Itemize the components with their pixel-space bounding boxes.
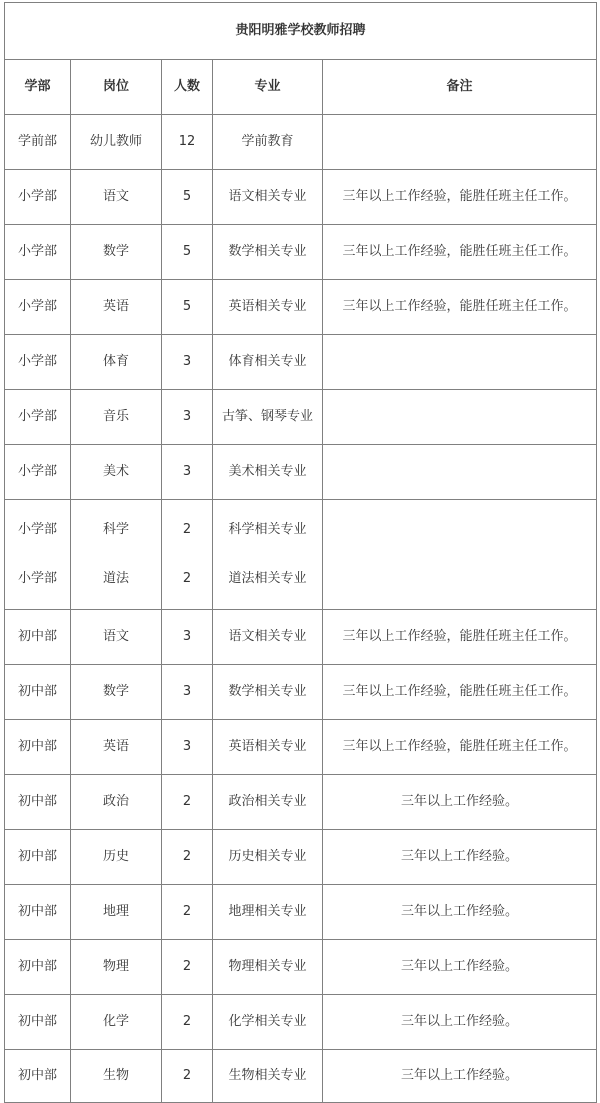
cell-major: 体育相关专业 <box>213 335 323 390</box>
cell-position: 幼儿教师 <box>71 115 162 170</box>
cell-dept: 小学部 <box>5 445 71 500</box>
cell-note: 三年以上工作经验，能胜任班主任工作。 <box>323 665 597 720</box>
cell-position: 数学 <box>71 225 162 280</box>
cell-position: 科学 <box>102 522 129 537</box>
cell-major: 数学相关专业 <box>213 225 323 280</box>
cell-dept: 初中部 <box>5 995 71 1050</box>
table-row <box>5 610 597 665</box>
table-row <box>5 830 597 885</box>
cell-major: 生物相关专业 <box>213 1050 323 1103</box>
cell-major: 物理相关专业 <box>213 940 323 995</box>
cell-note <box>323 335 597 390</box>
cell-position: 语文 <box>71 610 162 665</box>
cell-note: 三年以上工作经验。 <box>323 1050 597 1103</box>
cell-count: 3 <box>162 445 213 500</box>
cell-major: 古筝、钢琴专业 <box>213 390 323 445</box>
table-row <box>5 1050 597 1103</box>
cell-position: 地理 <box>71 885 162 940</box>
cell-dept: 小学部 <box>5 335 71 390</box>
cell-position: 语文 <box>71 170 162 225</box>
table-row <box>5 225 597 280</box>
cell-count: 12 <box>162 115 213 170</box>
cell-count: 2 <box>162 775 213 830</box>
cell-note: 三年以上工作经验。 <box>323 940 597 995</box>
cell-count: 3 <box>162 720 213 775</box>
cell-count: 2 <box>162 995 213 1050</box>
table-row <box>5 665 597 720</box>
title-row <box>5 3 597 60</box>
cell-position: 音乐 <box>71 390 162 445</box>
recruitment-table <box>4 2 597 1103</box>
cell-major: 美术相关专业 <box>213 445 323 500</box>
cell-count: 5 <box>162 280 213 335</box>
cell-note: 三年以上工作经验，能胜任班主任工作。 <box>323 720 597 775</box>
cell-dept: 小学部 <box>17 571 57 586</box>
cell-note: 三年以上工作经验。 <box>323 830 597 885</box>
cell-count: 5 <box>162 225 213 280</box>
cell-count: 5 <box>162 170 213 225</box>
cell-major: 语文相关专业 <box>213 610 323 665</box>
cell-major: 英语相关专业 <box>213 720 323 775</box>
cell-note: 三年以上工作经验。 <box>323 995 597 1050</box>
table-row <box>5 775 597 830</box>
cell-dept: 初中部 <box>5 830 71 885</box>
cell-note <box>323 390 597 445</box>
cell-note: 三年以上工作经验。 <box>323 775 597 830</box>
cell-count-stack <box>162 500 213 610</box>
cell-note <box>323 500 597 610</box>
cell-count: 2 <box>182 522 192 537</box>
cell-major: 道法相关专业 <box>228 571 307 586</box>
cell-note: 三年以上工作经验，能胜任班主任工作。 <box>323 280 597 335</box>
table-row <box>5 940 597 995</box>
header-major: 专业 <box>213 60 323 115</box>
cell-major: 英语相关专业 <box>213 280 323 335</box>
cell-position: 美术 <box>71 445 162 500</box>
table-title: 贵阳明雅学校教师招聘 <box>5 3 597 60</box>
cell-major: 政治相关专业 <box>213 775 323 830</box>
cell-dept: 学前部 <box>5 115 71 170</box>
table-row <box>5 720 597 775</box>
cell-count: 3 <box>162 665 213 720</box>
cell-position: 道法 <box>102 571 129 586</box>
cell-dept: 小学部 <box>17 522 57 537</box>
header-note: 备注 <box>323 60 597 115</box>
header-dept: 学部 <box>5 60 71 115</box>
header-count: 人数 <box>162 60 213 115</box>
cell-note: 三年以上工作经验，能胜任班主任工作。 <box>323 225 597 280</box>
cell-major-stack <box>213 500 323 610</box>
cell-count: 3 <box>162 335 213 390</box>
cell-count: 2 <box>162 1050 213 1103</box>
cell-dept: 小学部 <box>5 280 71 335</box>
table-row <box>5 885 597 940</box>
table-row <box>5 445 597 500</box>
table-row <box>5 335 597 390</box>
cell-count: 2 <box>162 830 213 885</box>
cell-position: 英语 <box>71 280 162 335</box>
cell-major: 语文相关专业 <box>213 170 323 225</box>
cell-position: 生物 <box>71 1050 162 1103</box>
cell-major: 科学相关专业 <box>228 522 307 537</box>
cell-dept-stack <box>5 500 71 610</box>
cell-major: 化学相关专业 <box>213 995 323 1050</box>
cell-note <box>323 445 597 500</box>
recruitment-table-wrapper <box>4 2 597 1103</box>
cell-position-stack <box>71 500 162 610</box>
cell-dept: 初中部 <box>5 775 71 830</box>
cell-note: 三年以上工作经验，能胜任班主任工作。 <box>323 610 597 665</box>
header-row <box>5 60 597 115</box>
cell-position: 化学 <box>71 995 162 1050</box>
cell-dept: 初中部 <box>5 1050 71 1103</box>
cell-major: 历史相关专业 <box>213 830 323 885</box>
table-row-merged <box>5 500 597 610</box>
table-row <box>5 390 597 445</box>
table-row <box>5 170 597 225</box>
cell-count: 2 <box>162 940 213 995</box>
cell-note <box>323 115 597 170</box>
cell-dept: 小学部 <box>5 390 71 445</box>
header-position: 岗位 <box>71 60 162 115</box>
cell-dept: 初中部 <box>5 665 71 720</box>
cell-dept: 初中部 <box>5 885 71 940</box>
cell-major: 数学相关专业 <box>213 665 323 720</box>
cell-dept: 初中部 <box>5 610 71 665</box>
cell-dept: 小学部 <box>5 170 71 225</box>
cell-count: 3 <box>162 610 213 665</box>
cell-dept: 小学部 <box>5 225 71 280</box>
cell-count: 2 <box>162 885 213 940</box>
cell-note: 三年以上工作经验，能胜任班主任工作。 <box>323 170 597 225</box>
table-row <box>5 995 597 1050</box>
cell-dept: 初中部 <box>5 720 71 775</box>
cell-count: 2 <box>182 571 192 586</box>
cell-major: 学前教育 <box>213 115 323 170</box>
table-row <box>5 115 597 170</box>
cell-position: 物理 <box>71 940 162 995</box>
cell-note: 三年以上工作经验。 <box>323 885 597 940</box>
cell-position: 体育 <box>71 335 162 390</box>
cell-position: 英语 <box>71 720 162 775</box>
table-row <box>5 280 597 335</box>
cell-count: 3 <box>162 390 213 445</box>
cell-position: 历史 <box>71 830 162 885</box>
cell-dept: 初中部 <box>5 940 71 995</box>
cell-position: 数学 <box>71 665 162 720</box>
cell-position: 政治 <box>71 775 162 830</box>
cell-major: 地理相关专业 <box>213 885 323 940</box>
